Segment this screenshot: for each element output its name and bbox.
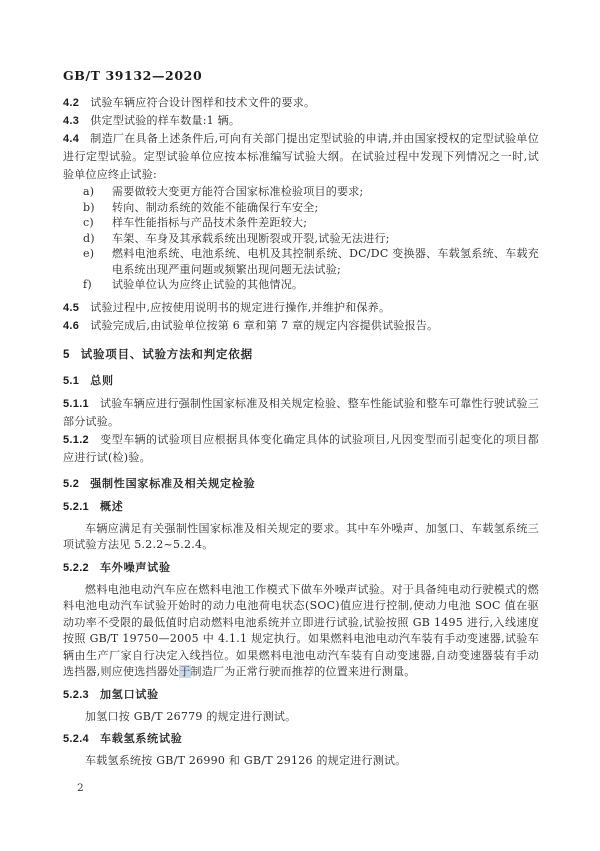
clause-4.2 [63,94,539,112]
list-item-f [63,277,539,293]
list-item-text: 需要做较大变更方能符合国家标准检验项目的要求; [112,185,364,198]
clause-number: 5.2.1 [63,500,89,513]
list-item-a [63,184,539,200]
list-item-d [63,231,539,247]
clause-5.1.1 [63,395,539,431]
clause-4.3 [63,112,539,130]
clause-number: 4.4 [63,133,80,145]
paragraph-text: 加氢口按 GB/T 26779 的规定进行测试。 [85,709,297,723]
heading-text: 车载氢系统试验 [99,733,183,745]
list-item-label: e) [83,247,95,260]
list-item-text: 样车性能指标与产品技术条件差距较大; [112,216,308,229]
section-heading-5.1 [63,372,539,390]
list-item-label: a) [83,185,95,198]
clause-number: 4.6 [63,319,80,332]
clause-text: 变型车辆的试验项目应根据具体变化确定具体的试验项目,凡因变型而引起变化的项目都应进行试(检)验。 [63,432,539,464]
clause-text: 制造厂在具备上述条件后,可向有关部门提出定型试验的申请,并由国家授权的定型试验单位进行定型试验。定型试验单位应按本标准编写试验大纲。在试验过程中发现下列情况之一时,试验单位应终止试验: [63,132,539,181]
clause-number: 5.1.1 [63,397,89,410]
list-item-label: f) [83,278,92,291]
clause-text: 供定型试验的样车数量:1 辆。 [90,114,241,127]
paragraph-text: 车辆应满足有关强制性国家标准及相关规定的要求。其中车外噪声、加氢口、车载氢系统三项试验方法见 5.2.2~5.2.4。 [63,521,539,551]
clause-number: 5 [63,348,70,361]
clause-number: 5.2.4 [63,733,89,745]
clause-number: 5.2 [63,477,80,490]
section-heading-5.2.4 [63,730,539,748]
clause-number: 5.1.2 [63,433,89,446]
scan-highlight-mark: 于 [179,665,191,678]
list-item-label: d) [83,231,95,245]
clause-number: 5.2.2 [63,561,89,574]
paragraph-text: 车载氢系统按 GB/T 26990 和 GB/T 29126 的规定进行测试。 [85,754,407,767]
heading-text: 强制性国家标准及相关规定检验 [90,477,256,490]
clause-5.1.2 [63,431,539,467]
list-item-text: 转向、制动系统的效能不能确保行车安全; [112,200,319,214]
list-item-label: b) [83,200,95,214]
section-heading-5.2.1 [63,498,539,516]
document-content [63,94,539,770]
heading-text: 总则 [90,374,114,387]
clause-4.5 [63,299,539,317]
clause-number: 4.3 [63,115,80,127]
clause-4.4 [63,130,539,184]
section-heading-5.2.3 [63,686,539,704]
list-item-text: 试验单位认为应终止试验的其他情况。 [112,278,304,291]
document-header: GB/T 39132—2020 [63,68,203,83]
clause-text: 试验过程中,应按使用说明书的规定进行操作,并维护和保养。 [90,300,391,314]
section-heading-5 [63,346,539,364]
section-heading-5.2 [63,475,539,493]
clause-text: 试验车辆应符合设计图样和技术文件的要求。 [90,96,316,109]
list-item-c [63,215,539,231]
clause-4.6 [63,317,539,335]
heading-text: 概述 [99,500,124,513]
clause-number: 4.5 [63,301,80,314]
paragraph [63,521,539,554]
paragraph [63,582,539,681]
paragraph-text: 制造厂为正常行驶而推荐的位置来进行测量。 [190,665,416,678]
paragraph [63,709,539,726]
clause-text: 试验完成后,由试验单位按第 6 章和第 7 章的规定内容提供试验报告。 [90,318,439,332]
heading-text: 加氢口试验 [99,688,159,701]
heading-text: 车外噪声试验 [99,561,171,574]
clause-number: 5.2.3 [63,688,89,701]
list-item-label: c) [83,216,94,229]
section-heading-5.2.2 [63,559,539,577]
list-item-text: 燃料电池系统、电池系统、电机及其控制系统、DC/DC 变换器、车载氢系统、车载充电系统出现严重问题或频繁出现问题无法试验; [112,247,539,276]
list-item-b [63,200,539,216]
clause-number: 5.1 [63,374,80,387]
clause-number: 4.2 [63,97,80,109]
paragraph [63,753,539,770]
clause-text: 试验车辆应进行强制性国家标准及相关规定检验、整车性能试验和整车可靠性行驶试验三部分试验。 [63,396,539,428]
page-number: 2 [77,782,84,794]
list-item-text: 车架、车身及其承载系统出现断裂或开裂,试验无法进行; [112,231,390,245]
list-item-e [63,246,539,277]
paragraph-text: 燃料电池电动汽车应在燃料电池工作模式下做车外噪声试验。对于具备纯电动行驶模式的燃料电池电动汽车试验开始时的动力电池荷电状态(SOC)值应进行控制,使动力电池 SOC 值在驱动功率不受限的最低值时启动燃料电池系统并立即进行试验,试验按照 GB 1495 进行,入线速度按照 GB/T 19750—2005 中 4.1.1 规定执行。如果燃料电池电动汽车装有手动变速器,试验车辆由生产厂家自行决定入线挡位。如果燃料电池电动汽车装有自动变速器,自动变速器装有手动选挡器,则应使选挡器处 [63,582,539,678]
heading-text: 试验项目、试验方法和判定依据 [80,348,253,361]
